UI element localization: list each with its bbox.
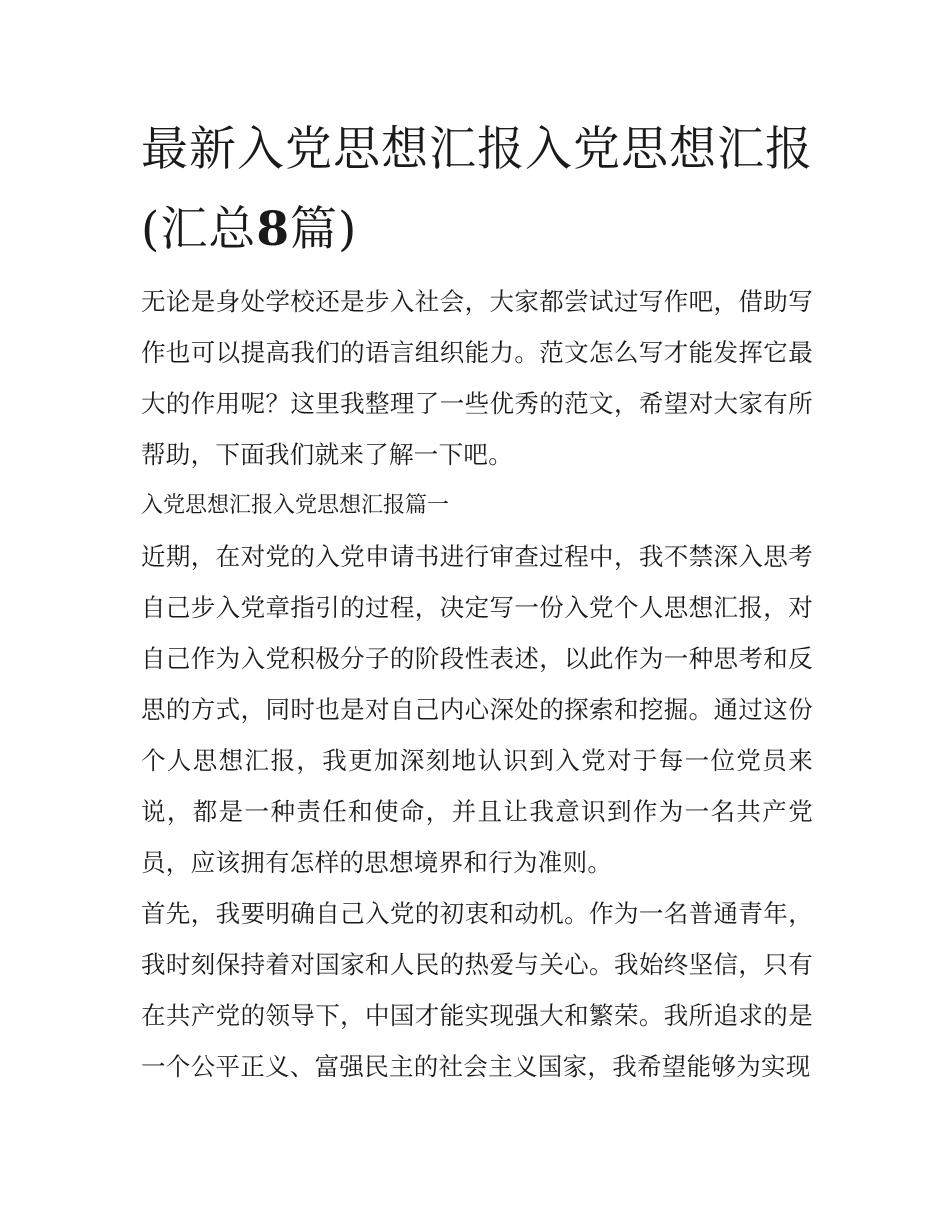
intro-paragraph: 无论是身处学校还是步入社会，大家都尝试过写作吧，借助写作也可以提高我们的语言组织能力。范文怎么写才能发挥它最大的作用呢？这里我整理了一些优秀的范文，希望对大家有所帮助，下面我们就来了解一下吧。 (141, 287, 813, 469)
title-suffix: 篇) (290, 202, 358, 257)
document-title (141, 110, 821, 270)
title-text: 最新入党思想汇报入党思想汇报(汇总 (141, 122, 813, 257)
title-number: 8 (256, 202, 291, 257)
section-heading: 入党思想汇报入党思想汇报篇一 (141, 493, 450, 518)
body-paragraph-2: 首先，我要明确自己入党的初衷和动机。作为一名普通青年，我时刻保持着对国家和人民的热爱与关心。我始终坚信，只有在共产党的领导下，中国才能实现强大和繁荣。我所追求的是一个公平正义、富强民主的社会主义国家，我希望能够为实现 (141, 899, 813, 1081)
body-paragraph-1: 近期，在对党的入党申请书进行审查过程中，我不禁深入思考自己步入党章指引的过程，决定写一份入党个人思想汇报，对自己作为入党积极分子的阶段性表述，以此作为一种思考和反思的方式，同时也是对自己内心深处的探索和挖掘。通过这份个人思想汇报，我更加深刻地认识到入党对于每一位党员来说，都是一种责任和使命，并且让我意识到作为一名共产党员，应该拥有怎样的思想境界和行为准则。 (141, 542, 813, 877)
document-body (141, 276, 813, 1092)
